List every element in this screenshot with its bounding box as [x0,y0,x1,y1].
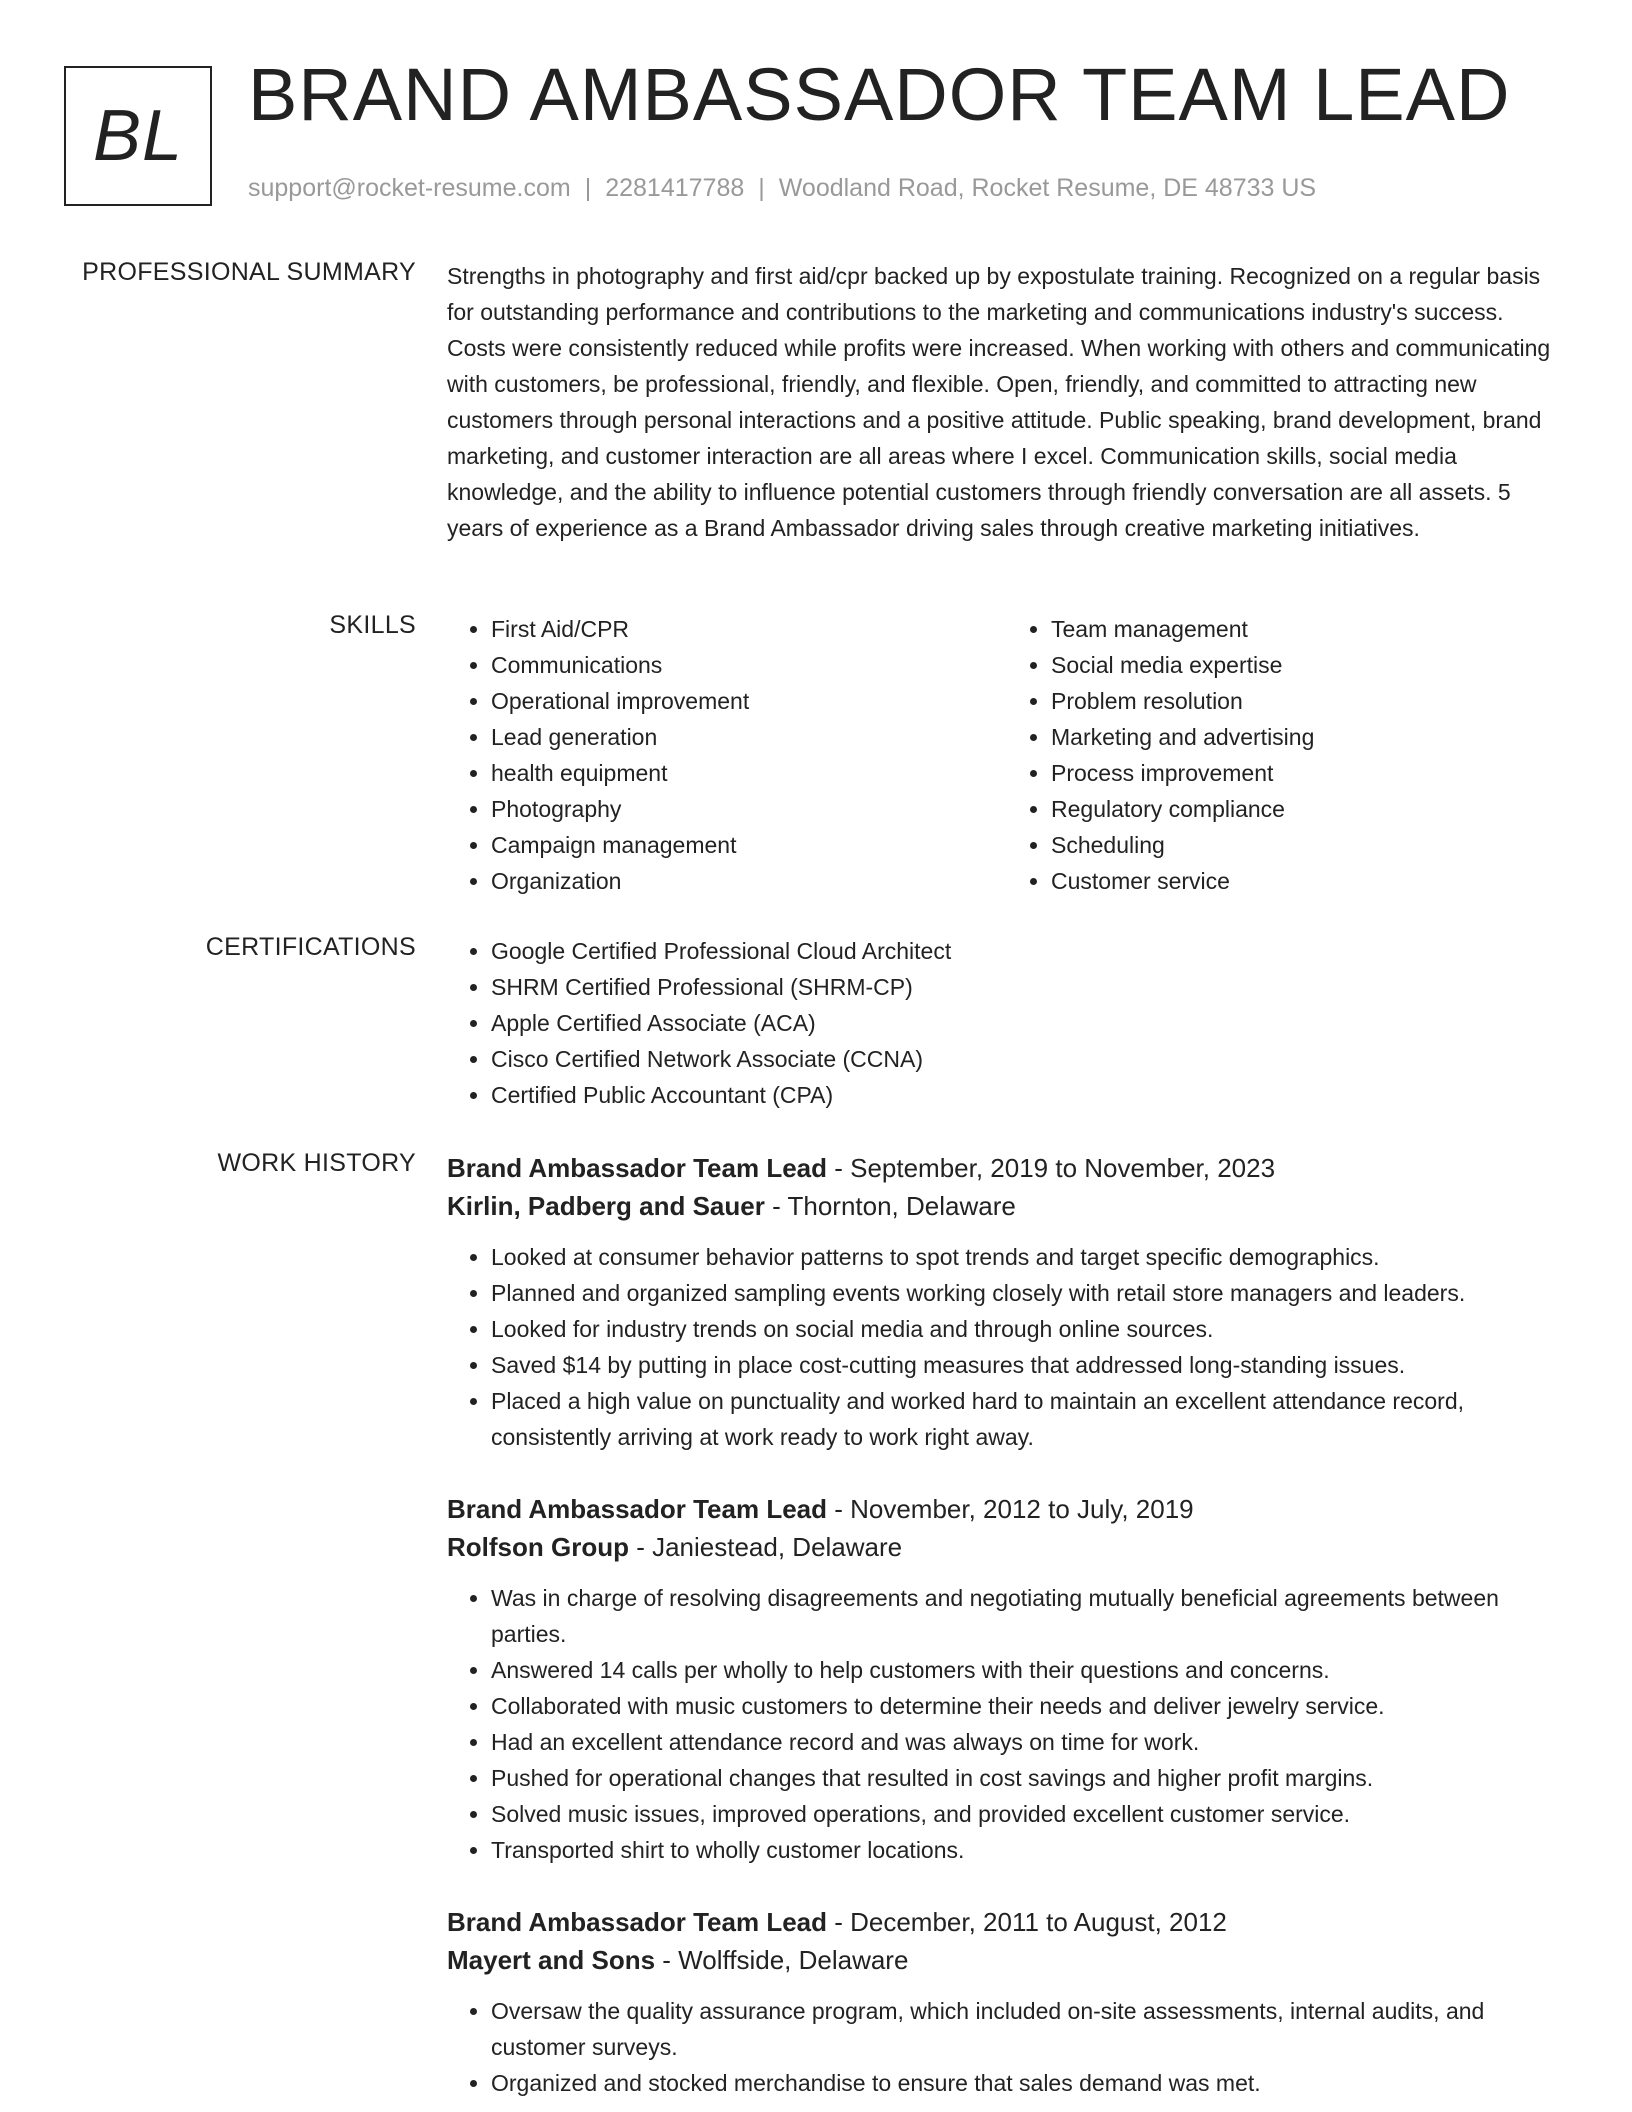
job-title-line [447,1903,1567,1941]
skill-item: • Problem resolution [1051,683,1567,719]
skill-item: • Organization [491,863,1007,899]
section-heading-skills: SKILLS [329,611,416,639]
job-company-line [447,1187,1567,1225]
monogram-initials: BL [92,96,184,176]
skills-list-left [447,611,1007,899]
job-duty-item: • Looked for industry trends on social media and through online sources. [491,1311,1567,1347]
job-company: Rolfson Group [447,1532,629,1562]
monogram-logo [64,66,212,206]
skill-item: • Process improvement [1051,755,1567,791]
skills-grid [447,611,1567,899]
job-location: - Thornton, Delaware [764,1191,1016,1221]
job-title: Brand Ambassador Team Lead [447,1494,827,1524]
job-duty-item: • Transported shirt to wholly customer locations. [491,1832,1567,1868]
contact-line [248,174,1316,203]
job-duty-item: • Solved music issues, improved operations, and provided excellent customer service. [491,1796,1567,1832]
job-duty-item: • Had an excellent attendance record and was always on time for work. [491,1724,1567,1760]
job-duty-item: • Was in charge of resolving disagreements and negotiating mutually beneficial agreements between parties. [491,1580,1567,1652]
contact-separator: | [758,174,765,202]
job-duties-list [447,1993,1567,2101]
certification-item: • Apple Certified Associate (ACA) [491,1005,1567,1041]
job-duty-item: • Pushed for operational changes that resulted in cost savings and higher profit margins. [491,1760,1567,1796]
skill-item: • health equipment [491,755,1007,791]
job-duty-item: • Planned and organized sampling events working closely with retail store managers and leaders. [491,1275,1567,1311]
contact-phone: 2281417788 [605,174,745,202]
job-title-line [447,1490,1567,1528]
job-duty-item: • Saved $14 by putting in place cost-cutting measures that addressed long-standing issues. [491,1347,1567,1383]
job-duty-item: • Organized and stocked merchandise to ensure that sales demand was met. [491,2065,1567,2101]
skills-body [447,611,1567,899]
job-dates: - September, 2019 to November, 2023 [827,1153,1276,1183]
skill-item: • Photography [491,791,1007,827]
skill-item: • Customer service [1051,863,1567,899]
job-dates: - December, 2011 to August, 2012 [827,1907,1227,1937]
certification-item: • SHRM Certified Professional (SHRM-CP) [491,969,1567,1005]
skill-item: • Marketing and advertising [1051,719,1567,755]
job-title: Brand Ambassador Team Lead [447,1907,827,1937]
certification-item: • Google Certified Professional Cloud Architect [491,933,1567,969]
certifications-body [447,933,1567,1113]
job-company: Kirlin, Padberg and Sauer [447,1191,765,1221]
job-duty-item: • Answered 14 calls per wholly to help customers with their questions and concerns. [491,1652,1567,1688]
job-duty-item: • Looked at consumer behavior patterns to spot trends and target specific demographics. [491,1239,1567,1275]
job-company-line [447,1941,1567,1979]
section-heading-summary: PROFESSIONAL SUMMARY [82,258,416,286]
certifications-list [447,933,1567,1113]
job-duties-list [447,1239,1567,1455]
resume-title: BRAND AMBASSADOR TEAM LEAD [248,53,1511,136]
job-dates: - November, 2012 to July, 2019 [827,1494,1194,1524]
skill-item: • Communications [491,647,1007,683]
job-location: - Janiestead, Delaware [628,1532,903,1562]
skill-item: • Team management [1051,611,1567,647]
summary-text: Strengths in photography and first aid/cpr backed up by expostulate training. Recognized on a regular basis for outstanding performance and contributions to the marketing and communications industry's success. Costs were consistently reduced while profits were increased. When working with others and communicating with customers, be professional, friendly, and flexible. Open, friendly, and committed to attracting new customers through personal interactions and a positive attitude. Public speaking, brand development, brand marketing, and customer interaction are all areas where I excel. Communication skills, social media knowledge, and the ability to influence potential customers through friendly conversation are all assets. 5 years of experience as a Brand Ambassador driving sales through creative marketing initiatives. [447,263,1551,541]
skill-item: • Social media expertise [1051,647,1567,683]
work-history-body [447,1149,1567,2101]
job-duty-item: • Placed a high value on punctuality and worked hard to maintain an excellent attendance record, consistently arriving at work ready to work right away. [491,1383,1567,1455]
skill-item: • Regulatory compliance [1051,791,1567,827]
skill-item: • Operational improvement [491,683,1007,719]
job-entry [447,1490,1567,1868]
section-heading-work-history: WORK HISTORY [217,1149,416,1177]
job-duty-item: • Oversaw the quality assurance program, which included on-site assessments, internal audits, and customer surveys. [491,1993,1567,2065]
skill-item: • Campaign management [491,827,1007,863]
job-title: Brand Ambassador Team Lead [447,1153,827,1183]
job-entry [447,1903,1567,2101]
job-company: Mayert and Sons [447,1945,656,1975]
certification-item: • Cisco Certified Network Associate (CCNA) [491,1041,1567,1077]
skill-item: • Scheduling [1051,827,1567,863]
job-duty-item: • Collaborated with music customers to determine their needs and deliver jewelry service. [491,1688,1567,1724]
job-company-line [447,1528,1567,1566]
job-title-line [447,1149,1567,1187]
skill-item: • Lead generation [491,719,1007,755]
contact-separator: | [584,174,592,202]
contact-email: support@rocket-resume.com [248,174,571,202]
job-duties-list [447,1580,1567,1868]
section-heading-certifications: CERTIFICATIONS [205,933,416,961]
contact-address: Woodland Road, Rocket Resume, DE 48733 US [778,174,1317,202]
skills-list-right [1007,611,1567,899]
job-location: - Wolffside, Delaware [655,1945,909,1975]
certification-item: • Certified Public Accountant (CPA) [491,1077,1567,1113]
skill-item: • First Aid/CPR [491,611,1007,647]
job-entry [447,1149,1567,1455]
